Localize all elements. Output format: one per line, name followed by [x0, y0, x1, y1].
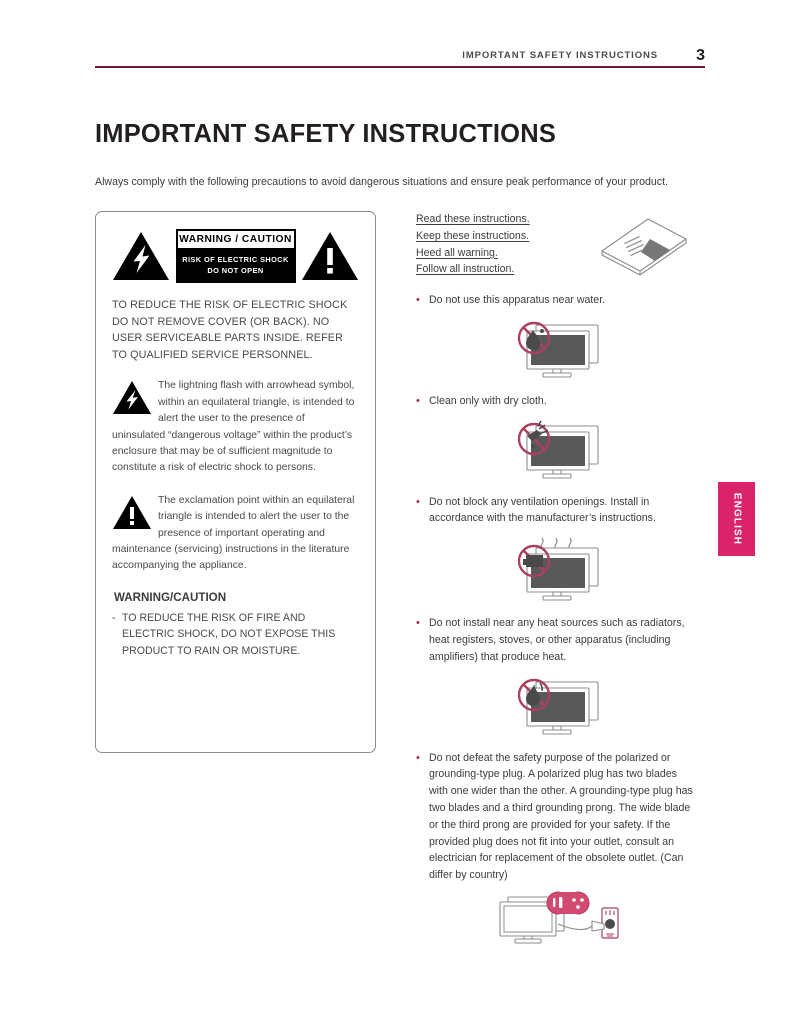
read-line-3: Heed all warning.: [416, 246, 498, 259]
bullet-text: Do not use this apparatus near water.: [429, 294, 606, 306]
read-line-4: Follow all instruction.: [416, 263, 515, 276]
header-title: IMPORTANT SAFETY INSTRUCTIONS: [462, 50, 658, 61]
tv-no-water-icon: [501, 318, 611, 380]
warning-box: [95, 211, 376, 753]
figure-no-spray: [416, 419, 696, 481]
bullet-text: Do not install near any heat sources such as radiators, heat registers, stoves, or other apparatus (including amplifiers) that produce heat.: [429, 617, 685, 663]
warning-box-icon-row: [112, 229, 359, 283]
figure-no-block-vents: [416, 536, 696, 602]
warning-dash-item: [112, 610, 359, 659]
wall-outlet: [592, 908, 618, 938]
tv-plug-outlet-icon: [486, 891, 626, 951]
warning-caution-subtitle: WARNING/CAUTION: [114, 590, 227, 604]
page-number: 3: [696, 47, 705, 64]
lightning-bolt-triangle-small-icon: [112, 380, 152, 415]
header-rule-divider: [95, 66, 705, 68]
bullet-text: Do not defeat the safety purpose of the polarized or grounding-type plug. A polarized plug has two blades with one wider than the other. A grounding-type plug has two blades and a third grounding prong. The wide blade or the third prong are provided for your safety. If the provided plug does not fit into your outlet, consult an electrician for replacement of the obsolete outlet. (Can differ by country): [429, 751, 693, 882]
risk-line-1: RISK OF ELECTRIC SHOCK: [182, 255, 289, 264]
warning-main-text: TO REDUCE THE RISK OF ELECTRIC SHOCK DO NOT REMOVE COVER (OR BACK). NO USER SERVICEABLE PARTS INSIDE. REFER TO QUALIFIED SERVICE PERSONNEL.: [112, 299, 348, 361]
figure-plug-outlet: [416, 891, 696, 951]
language-tab-english: [718, 482, 755, 556]
warning-dash-text: TO REDUCE THE RISK OF FIRE AND ELECTRIC SHOCK, DO NOT EXPOSE THIS PRODUCT TO RAIN OR MOISTURE.: [122, 611, 336, 657]
risk-line-2: DO NOT OPEN: [207, 266, 264, 275]
bullet-item: [416, 750, 696, 884]
bullet-item: [416, 393, 696, 410]
lightning-bolt-triangle-icon: [112, 231, 170, 281]
running-header: [95, 44, 705, 66]
plug-magnifier: [547, 892, 589, 914]
exclamation-note-text: The exclamation point within an equilateral triangle is intended to alert the user to the presence of important operating and maintenance (servicing) instructions in the literature accompanying the appliance.: [112, 494, 355, 572]
bullet-item: [416, 292, 696, 309]
bullet-item: [416, 494, 696, 528]
lightning-note-text: The lightning flash with arrowhead symbol, within an equilateral triangle, is intended to alert the user to the presence of uninsulated “dangerous voltage” within the product’s enclosure that may be of sufficient magnitude to constitute a risk of electric shock to persons.: [112, 380, 355, 474]
bullet-marker: •: [416, 617, 420, 630]
page-title: IMPORTANT SAFETY INSTRUCTIONS: [95, 120, 557, 149]
tv-no-block-vents-icon: [501, 536, 611, 602]
warning-label-block: [176, 229, 296, 283]
read-line-1: Read these instructions.: [416, 213, 530, 225]
figure-no-water: [416, 318, 696, 380]
warning-caution-label: WARNING / CAUTION: [176, 229, 296, 250]
bullet-marker: •: [416, 751, 420, 764]
exclamation-note-block: [112, 493, 359, 575]
figure-no-heat: [416, 675, 696, 737]
bullet-item: [416, 615, 696, 665]
read-line-2: Keep these instructions.: [416, 229, 530, 242]
tv-no-heat-icon: [501, 675, 611, 737]
bullet-marker: •: [416, 294, 420, 306]
dash-marker: -: [112, 611, 116, 624]
tv-no-spray-icon: [501, 419, 611, 481]
bullet-text: Do not block any ventilation openings. Install in accordance with the manufacturer’s instructions.: [429, 495, 656, 525]
left-column: [95, 211, 376, 753]
bullet-marker: •: [416, 495, 420, 508]
manual-booklet-icon: [594, 213, 694, 284]
intro-paragraph: Always comply with the following precautions to avoid dangerous situations and ensure peak performance of your product.: [95, 175, 668, 188]
language-tab-label: ENGLISH: [731, 492, 742, 546]
exclamation-triangle-icon: [301, 231, 359, 281]
risk-of-shock-label: [176, 250, 296, 283]
read-instructions-block: [416, 211, 696, 289]
exclamation-triangle-small-icon: [112, 495, 152, 530]
lightning-note-block: [112, 378, 359, 476]
bullet-marker: •: [416, 394, 420, 407]
bullet-text: Clean only with dry cloth.: [429, 394, 547, 407]
right-column: [416, 211, 696, 960]
